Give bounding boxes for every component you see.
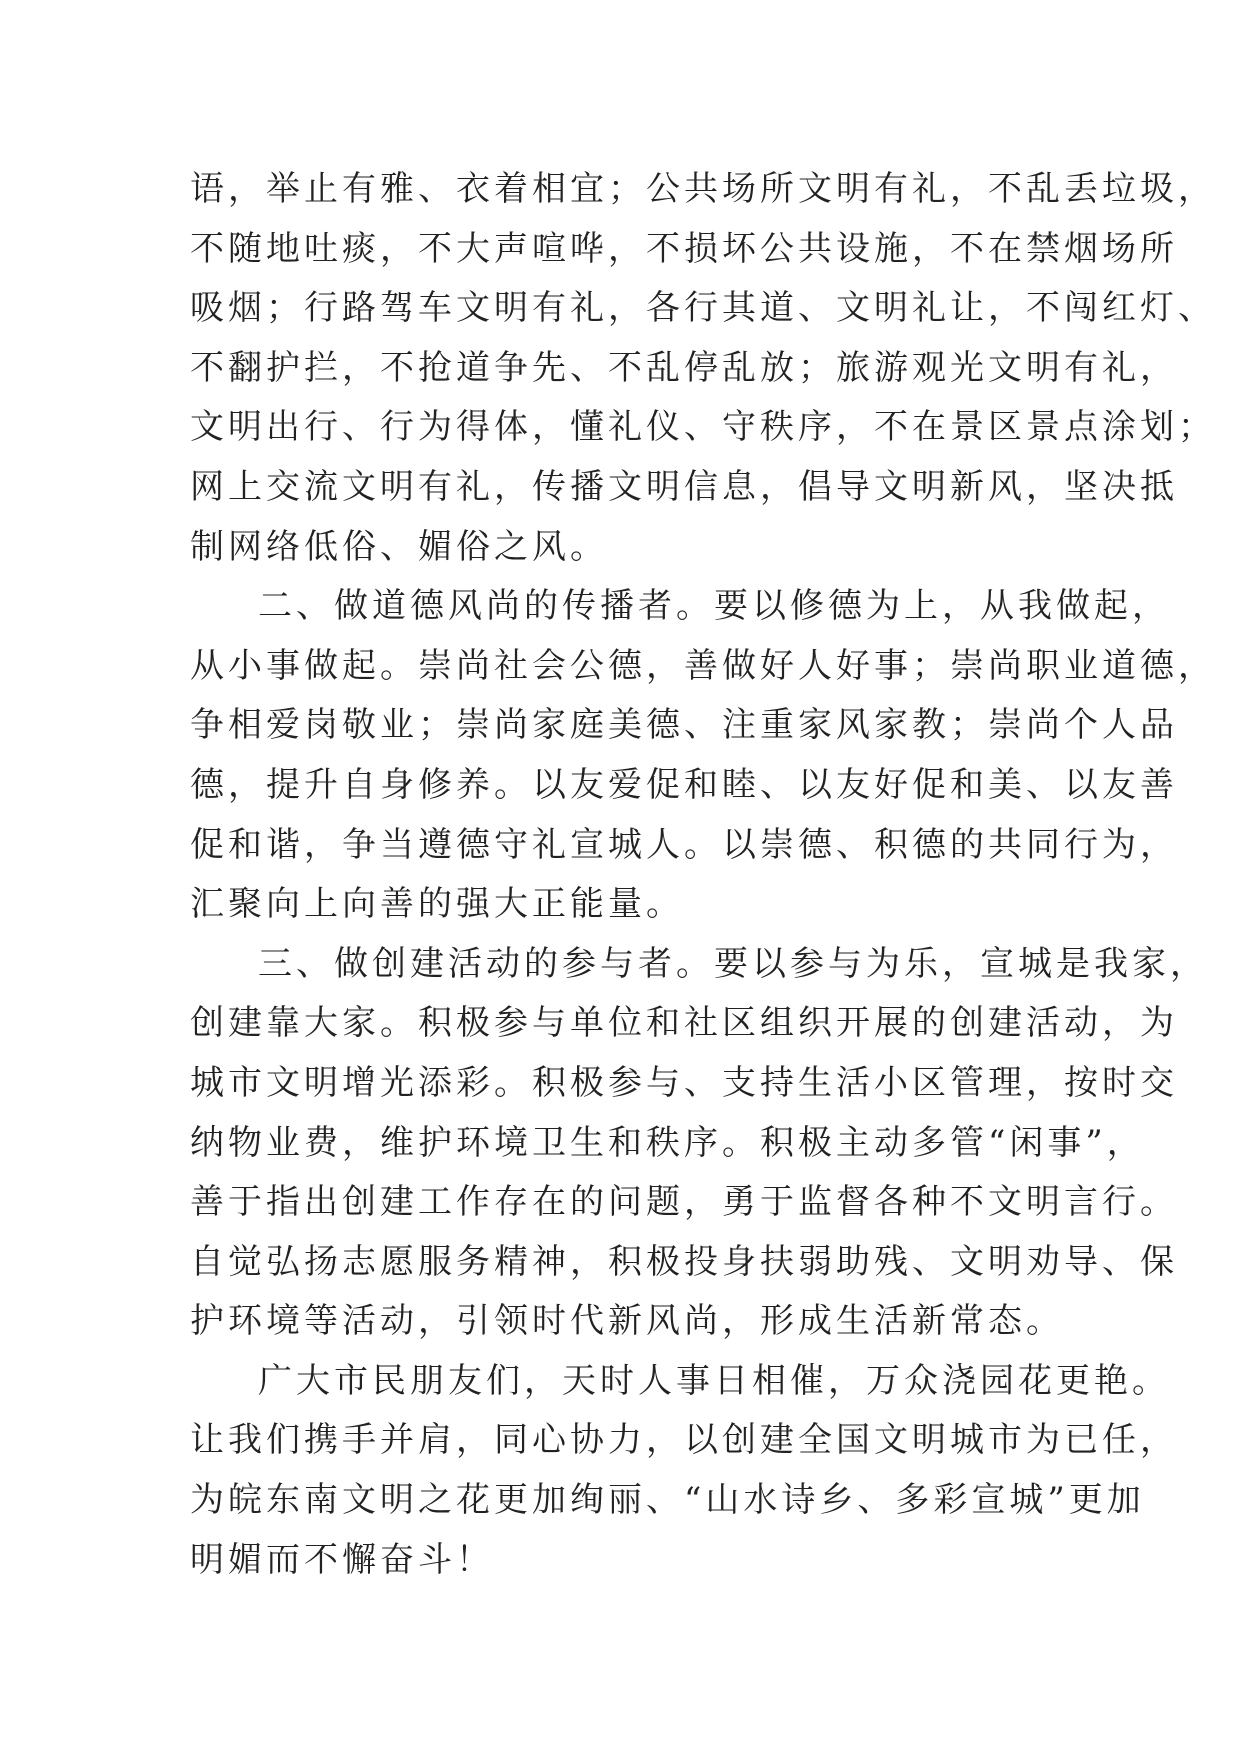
- paragraph-start-line: 三、做创建活动的参与者。要以参与为乐，宣城是我家，: [258, 943, 1208, 984]
- text-line: 争相爱岗敬业；崇尚家庭美德、注重家风家教；崇尚个人品: [190, 705, 1178, 746]
- text-line: 制网络低俗、媚俗之风。: [190, 526, 608, 567]
- text-line: 纳物业费，维护环境卫生和秩序。积极主动多管“闲事”，: [190, 1122, 1145, 1163]
- text-line: 为皖东南文明之花更加绚丽、“山水诗乡、多彩宣城”更加: [190, 1480, 1145, 1521]
- text-line: 文明出行、行为得体，懂礼仪、守秩序，不在景区景点涂划；: [190, 407, 1216, 448]
- text-line: 城市文明增光添彩。积极参与、支持生活小区管理，按时交: [190, 1062, 1178, 1103]
- text-line: 网上交流文明有礼，传播文明信息，倡导文明新风，坚决抵: [190, 466, 1178, 507]
- paragraph-start-line: 广大市民朋友们，天时人事日相催，万众浇园花更艳。: [258, 1360, 1170, 1401]
- paragraph-start-line: 二、做道德风尚的传播者。要以修德为上，从我做起，: [258, 586, 1170, 627]
- text-line: 创建靠大家。积极参与单位和社区组织开展的创建活动，为: [190, 1003, 1178, 1044]
- text-line: 吸烟；行路驾车文明有礼，各行其道、文明礼让，不闯红灯、: [190, 288, 1216, 329]
- text-line: 护环境等活动，引领时代新风尚，形成生活新常态。: [190, 1301, 1064, 1342]
- text-line: 自觉弘扬志愿服务精神，积极投身扶弱助残、文明劝导、保: [190, 1241, 1178, 1282]
- text-line: 从小事做起。崇尚社会公德，善做好人好事；崇尚职业道德，: [190, 645, 1216, 686]
- body-text: [190, 160, 1216, 1590]
- text-line: 德，提升自身修养。以友爱促和睦、以友好促和美、以友善: [190, 764, 1178, 805]
- text-line: 促和谐，争当遵德守礼宣城人。以崇德、积德的共同行为，: [190, 824, 1178, 865]
- text-line: 善于指出创建工作存在的问题，勇于监督各种不文明言行。: [190, 1182, 1178, 1223]
- text-line: 明媚而不懈奋斗！: [190, 1539, 494, 1580]
- text-line: 让我们携手并肩，同心协力，以创建全国文明城市为已任，: [190, 1420, 1178, 1461]
- text-line: 不随地吐痰，不大声喧哗，不损坏公共设施，不在禁烟场所: [190, 228, 1178, 269]
- text-line: 汇聚向上向善的强大正能量。: [190, 884, 684, 925]
- text-line: 不翻护拦，不抢道争先、不乱停乱放；旅游观光文明有礼，: [190, 347, 1178, 388]
- text-line: 语，举止有雅、衣着相宜；公共场所文明有礼，不乱丢垃圾，: [190, 169, 1216, 209]
